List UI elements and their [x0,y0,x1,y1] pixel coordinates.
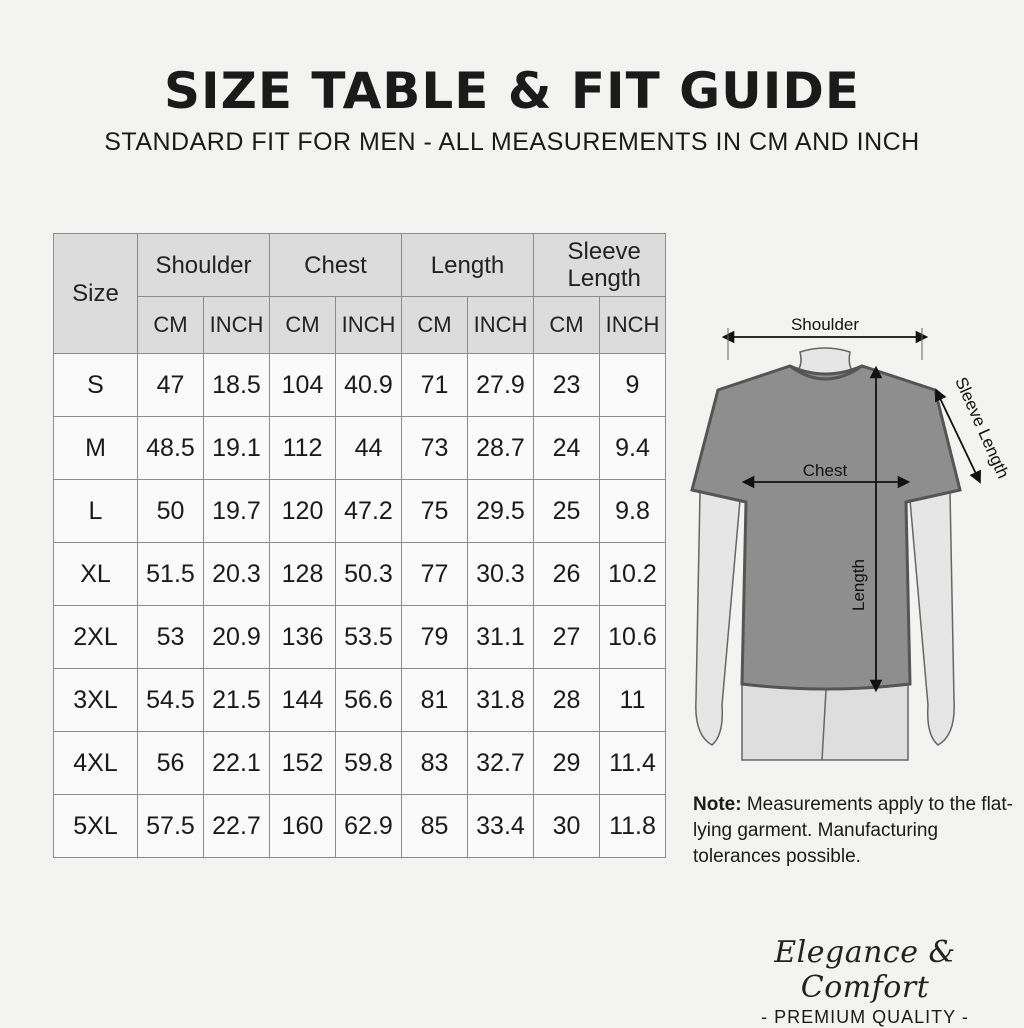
brand-tagline: - PREMIUM QUALITY - [761,1007,969,1027]
measurement-cell: 50.3 [336,543,402,606]
table-row [54,354,666,417]
measurement-cell: 19.7 [204,480,270,543]
measurement-cell: 28.7 [468,417,534,480]
shoulder-label: Shoulder [790,315,860,334]
measurement-cell: 51.5 [138,543,204,606]
measurement-cell: 23 [534,354,600,417]
unit-header: INCH [468,297,534,354]
measurement-cell: 54.5 [138,669,204,732]
measurement-cell: 59.8 [336,732,402,795]
measurement-cell: 48.5 [138,417,204,480]
measurement-cell: 22.1 [204,732,270,795]
size-cell: 2XL [54,606,138,669]
measurement-cell: 112 [270,417,336,480]
page-subtitle: STANDARD FIT FOR MEN - ALL MEASUREMENTS IN CM AND INCH [104,128,920,156]
measurement-cell: 19.1 [204,417,270,480]
chest-label: Chest [802,461,848,480]
measurement-cell: 20.3 [204,543,270,606]
sleeve-length-header [534,234,666,297]
table-row [54,480,666,543]
measurement-cell: 144 [270,669,336,732]
measurement-cell: 26 [534,543,600,606]
measurement-cell: 83 [402,732,468,795]
size-cell: 5XL [54,795,138,858]
shoulder-header: Shoulder [138,234,270,297]
measurement-cell: 33.4 [468,795,534,858]
measurement-cell: 160 [270,795,336,858]
measurement-cell: 9.4 [600,417,666,480]
size-table-body [54,354,666,858]
measurement-cell: 73 [402,417,468,480]
unit-header: CM [534,297,600,354]
note [693,792,1013,870]
measurement-cell: 31.1 [468,606,534,669]
measurement-cell: 11.4 [600,732,666,795]
measurement-cell: 57.5 [138,795,204,858]
measurement-cell: 53 [138,606,204,669]
measurement-cell: 85 [402,795,468,858]
measurement-cell: 152 [270,732,336,795]
measurement-cell: 40.9 [336,354,402,417]
measurement-cell: 29.5 [468,480,534,543]
size-cell: 3XL [54,669,138,732]
size-cell: M [54,417,138,480]
measurement-cell: 27.9 [468,354,534,417]
measurement-cell: 30 [534,795,600,858]
measurement-cell: 30.3 [468,543,534,606]
unit-header: INCH [600,297,666,354]
measurement-cell: 31.8 [468,669,534,732]
measurement-cell: 11.8 [600,795,666,858]
unit-header: CM [138,297,204,354]
measurement-cell: 120 [270,480,336,543]
measurement-cell: 56 [138,732,204,795]
measurement-cell: 136 [270,606,336,669]
table-row [54,795,666,858]
note-label: Note: [693,794,742,815]
size-table [53,233,666,858]
table-row [54,606,666,669]
measurement-cell: 104 [270,354,336,417]
measurement-cell: 20.9 [204,606,270,669]
measurement-cell: 77 [402,543,468,606]
unit-header: CM [270,297,336,354]
measurement-cell: 10.6 [600,606,666,669]
size-cell: S [54,354,138,417]
measurement-cell: 47.2 [336,480,402,543]
measurement-cell: 56.6 [336,669,402,732]
size-cell: 4XL [54,732,138,795]
length-header: Length [402,234,534,297]
sleeve-length-header-text: Sleeve Length [567,238,641,292]
measurement-cell: 47 [138,354,204,417]
measurement-cell: 28 [534,669,600,732]
measurement-cell: 75 [402,480,468,543]
measurement-cell: 71 [402,354,468,417]
unit-header: CM [402,297,468,354]
length-label: Length [849,559,868,611]
measurement-cell: 27 [534,606,600,669]
measurement-cell: 25 [534,480,600,543]
sleeve-length-label: Sleeve Length [951,374,1013,482]
chest-header: Chest [270,234,402,297]
measurement-cell: 81 [402,669,468,732]
measurement-cell: 9.8 [600,480,666,543]
measurement-cell: 53.5 [336,606,402,669]
size-header: Size [54,234,138,354]
table-row [54,417,666,480]
measurement-cell: 24 [534,417,600,480]
tshirt-diagram [686,306,1016,766]
measurement-cell: 50 [138,480,204,543]
measurement-cell: 29 [534,732,600,795]
brand-block [720,935,1010,1028]
table-row [54,543,666,606]
measurement-cell: 32.7 [468,732,534,795]
measurement-cell: 11 [600,669,666,732]
size-cell: L [54,480,138,543]
measurement-cell: 10.2 [600,543,666,606]
table-row [54,669,666,732]
measurement-cell: 128 [270,543,336,606]
measurement-cell: 79 [402,606,468,669]
size-cell: XL [54,543,138,606]
note-text: Measurements apply to the flat-lying garment. Manufacturing tolerances possible. [693,794,1013,867]
measurement-cell: 21.5 [204,669,270,732]
page-title: SIZE TABLE & FIT GUIDE [163,62,861,120]
measurement-cell: 9 [600,354,666,417]
measurement-cell: 22.7 [204,795,270,858]
unit-header: INCH [204,297,270,354]
measurement-cell: 18.5 [204,354,270,417]
measurement-cell: 62.9 [336,795,402,858]
brand-name: Elegance & Comfort [774,935,956,1005]
measurement-cell: 44 [336,417,402,480]
table-row [54,732,666,795]
unit-header: INCH [336,297,402,354]
